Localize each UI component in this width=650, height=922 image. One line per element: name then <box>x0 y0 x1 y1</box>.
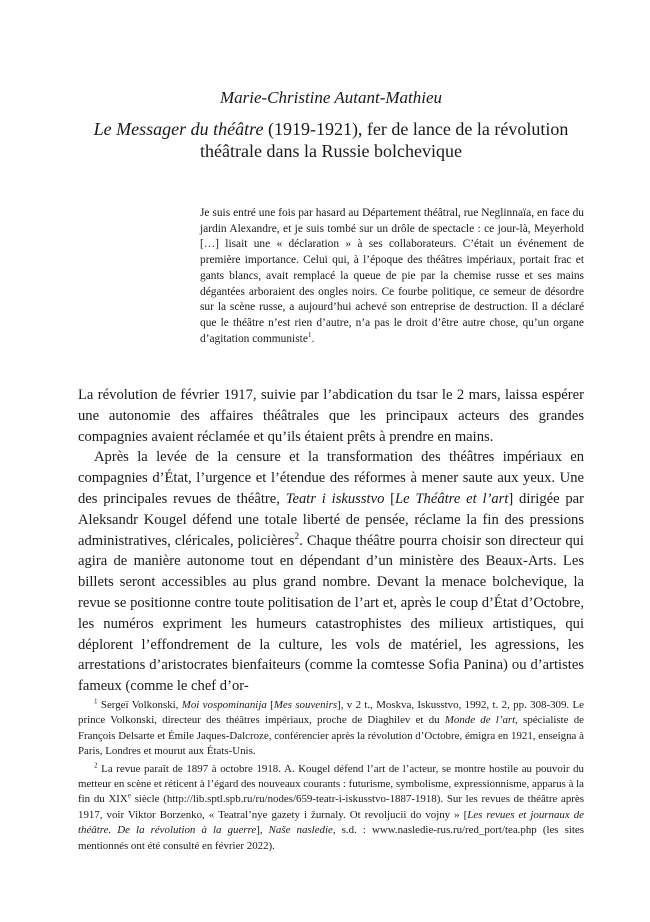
footnotes <box>78 698 584 856</box>
site-name: Naše nasledie <box>268 824 333 837</box>
paragraph-2-part: Après la levée de la censure et la transformation des théâtres impériaux en compagnies d’État, l’urgence et l’étendue des réformes à mener saute aux yeux. Une des principales revues de théâtre, <box>78 449 584 507</box>
book-title-translation: Mes souvenirs <box>273 699 338 711</box>
epigraph-text: Je suis entré une fois par hasard au Département théâtral, rue Neglinnaïa, en face du jardin Alexandre, et je suis tombé sur un drôle de spectacle : ce jour-là, Meyerhold […] lisait une « déclaration » à ses collaborateurs. C’était un événement de première importance. Celui qui, à l’époque des théâtres impériaux, portait frac et gants blancs, avait remplacé la queue de pie par la chemise russe et ses mains dégantées arboraient des ongles noirs. Ce fourbe politique, ce semeur de désordre sur la scène russe, a aujourd’hui achevé son entreprise de destruction. Il a déclaré que le théâtre n’est rien d’autre, n’a pas le droit d’être autre chose, qu’un organe d’agitation communiste <box>200 207 584 345</box>
body-text <box>78 385 584 697</box>
footnote-number: 1 <box>94 697 98 706</box>
footnote-text: siècle (http://lib.sptl.spb.ru/ru/nodes/659-teatr-i-iskusstvo-1887-1918). Sur les revues de théâtre après 1917, voir Viktor Borzenko, « Teatral’nye gazety i žurnaly. Ot revoljucii do vojny » [ <box>78 793 584 821</box>
footnote-text: , s.d. : www.nasledie-rus.ru/red_port/tea.php (les sites mentionnés ont été consulté en février 2022). <box>78 824 584 852</box>
paragraph-2-part: ] dirigée par Aleksandr Kougel défend une totale liberté de pensée, réclame la fin des pressions administratives, cléricales, policières <box>78 490 585 549</box>
article-title <box>78 118 584 162</box>
journal-title-translation: Le Théâtre et l’art <box>395 490 509 507</box>
footnote-text: La revue paraît de 1897 à octobre 1918. A. Kougel défend l’art de l’acteur, se montre hostile au pouvoir du metteur en scène et réticent à l’égard des nouveaux courants : futurisme, symbolisme, expressionnisme, apparus à la fin du XIX <box>78 762 584 806</box>
footnote-ref-1[interactable]: 1 <box>307 329 312 339</box>
journal-title: Monde de l’art <box>444 714 516 727</box>
footnote-2 <box>78 762 584 854</box>
article-title-journal: Le Messager du théâtre <box>93 119 264 139</box>
footnote-text: ], <box>256 824 269 837</box>
epigraph: Je suis entré une fois par hasard au Département théâtral, rue Neglinnaïa, en face du jardin Alexandre, et je suis tombé sur un drôle de spectacle : ce jour-là, Meyerhold […] lisait une « déclaration » à ses collaborateurs. C’était un événement de première importance. Celui qui, à l’époque des théâtres impériaux, portait frac et gants blancs, avait remplacé la queue de pie par la chemise russe et ses mains dégantées arboraient des ongles noirs. Ce fourbe politique, ce semeur de désordre sur la scène russe, a aujourd’hui achevé son entreprise de destruction. Il a déclaré que le théâtre n’est rien d’autre, n’a pas le droit d’être autre chose, qu’un organe d’agitation communiste$^1$. <box>200 207 584 345</box>
paragraph-2-part: . Chaque théâtre pourra choisir son directeur qui agira de manière autonome tout en dépendant d’un ministère des Beaux-Arts. Les billets seront accessibles au plus grand nombre. Devant la menace bolchevique, la revue se positionne contre toute politisation de l’art et, après le coup d’État d’Octobre, les numéros expriment les humeurs catastrophistes des milieux artistiques, qui déplorent l’effondrement de la culture, les vols de matériel, les agressions, les arrestations d’aristocrates bienfaiteurs (comme la comtesse Sofia Panina) ou d’artistes fameux (comme le chef d’or- <box>78 532 584 695</box>
article-title-rest: (1919-1921), fer de lance de la révolution théâtrale dans la Russie bolchevique <box>200 119 569 161</box>
paragraph-2 <box>78 447 584 697</box>
footnote-text: , spécialiste de François Delsarte et Émile Jaques-Dalcroze, conférencier après la révolution d’Octobre, émigra en 1921, enseigna à Paris, Londres et mourut aux États-Unis. <box>78 714 584 758</box>
paragraph-1: La révolution de février 1917, suivie par l’abdication du tsar le 2 mars, laissa espérer une autonomie des affaires théâtrales que les principaux acteurs des grandes compagnies avaient réclamée et qu’ils étaient prêts à prendre en mains. <box>78 387 584 445</box>
footnote-text: Sergeï Volkonski, <box>97 699 182 711</box>
footnote-text: ], v 2 t., Moskva, Iskusstvo, 1992, t. 2, pp. 308-309. Le prince Volkonski, directeur des théâtres impériaux, proche de Diaghilev et du <box>78 699 585 727</box>
article-title-translation: Les revues et journaux de théâtre. De la révolution à la guerre <box>78 808 584 837</box>
century-superscript: e <box>127 791 131 800</box>
footnote-text: [ <box>266 699 274 711</box>
paragraph-2-part: [ <box>384 490 396 507</box>
footnote-1 <box>78 698 584 760</box>
book-title: Moi vospominanija <box>181 699 267 711</box>
author-name: Marie-Christine Autant-Mathieu <box>219 88 443 107</box>
journal-title: Teatr i iskusstvo <box>285 490 385 507</box>
footnote-number: 2 <box>94 761 98 769</box>
footnote-ref-2[interactable]: 2 <box>294 531 300 542</box>
